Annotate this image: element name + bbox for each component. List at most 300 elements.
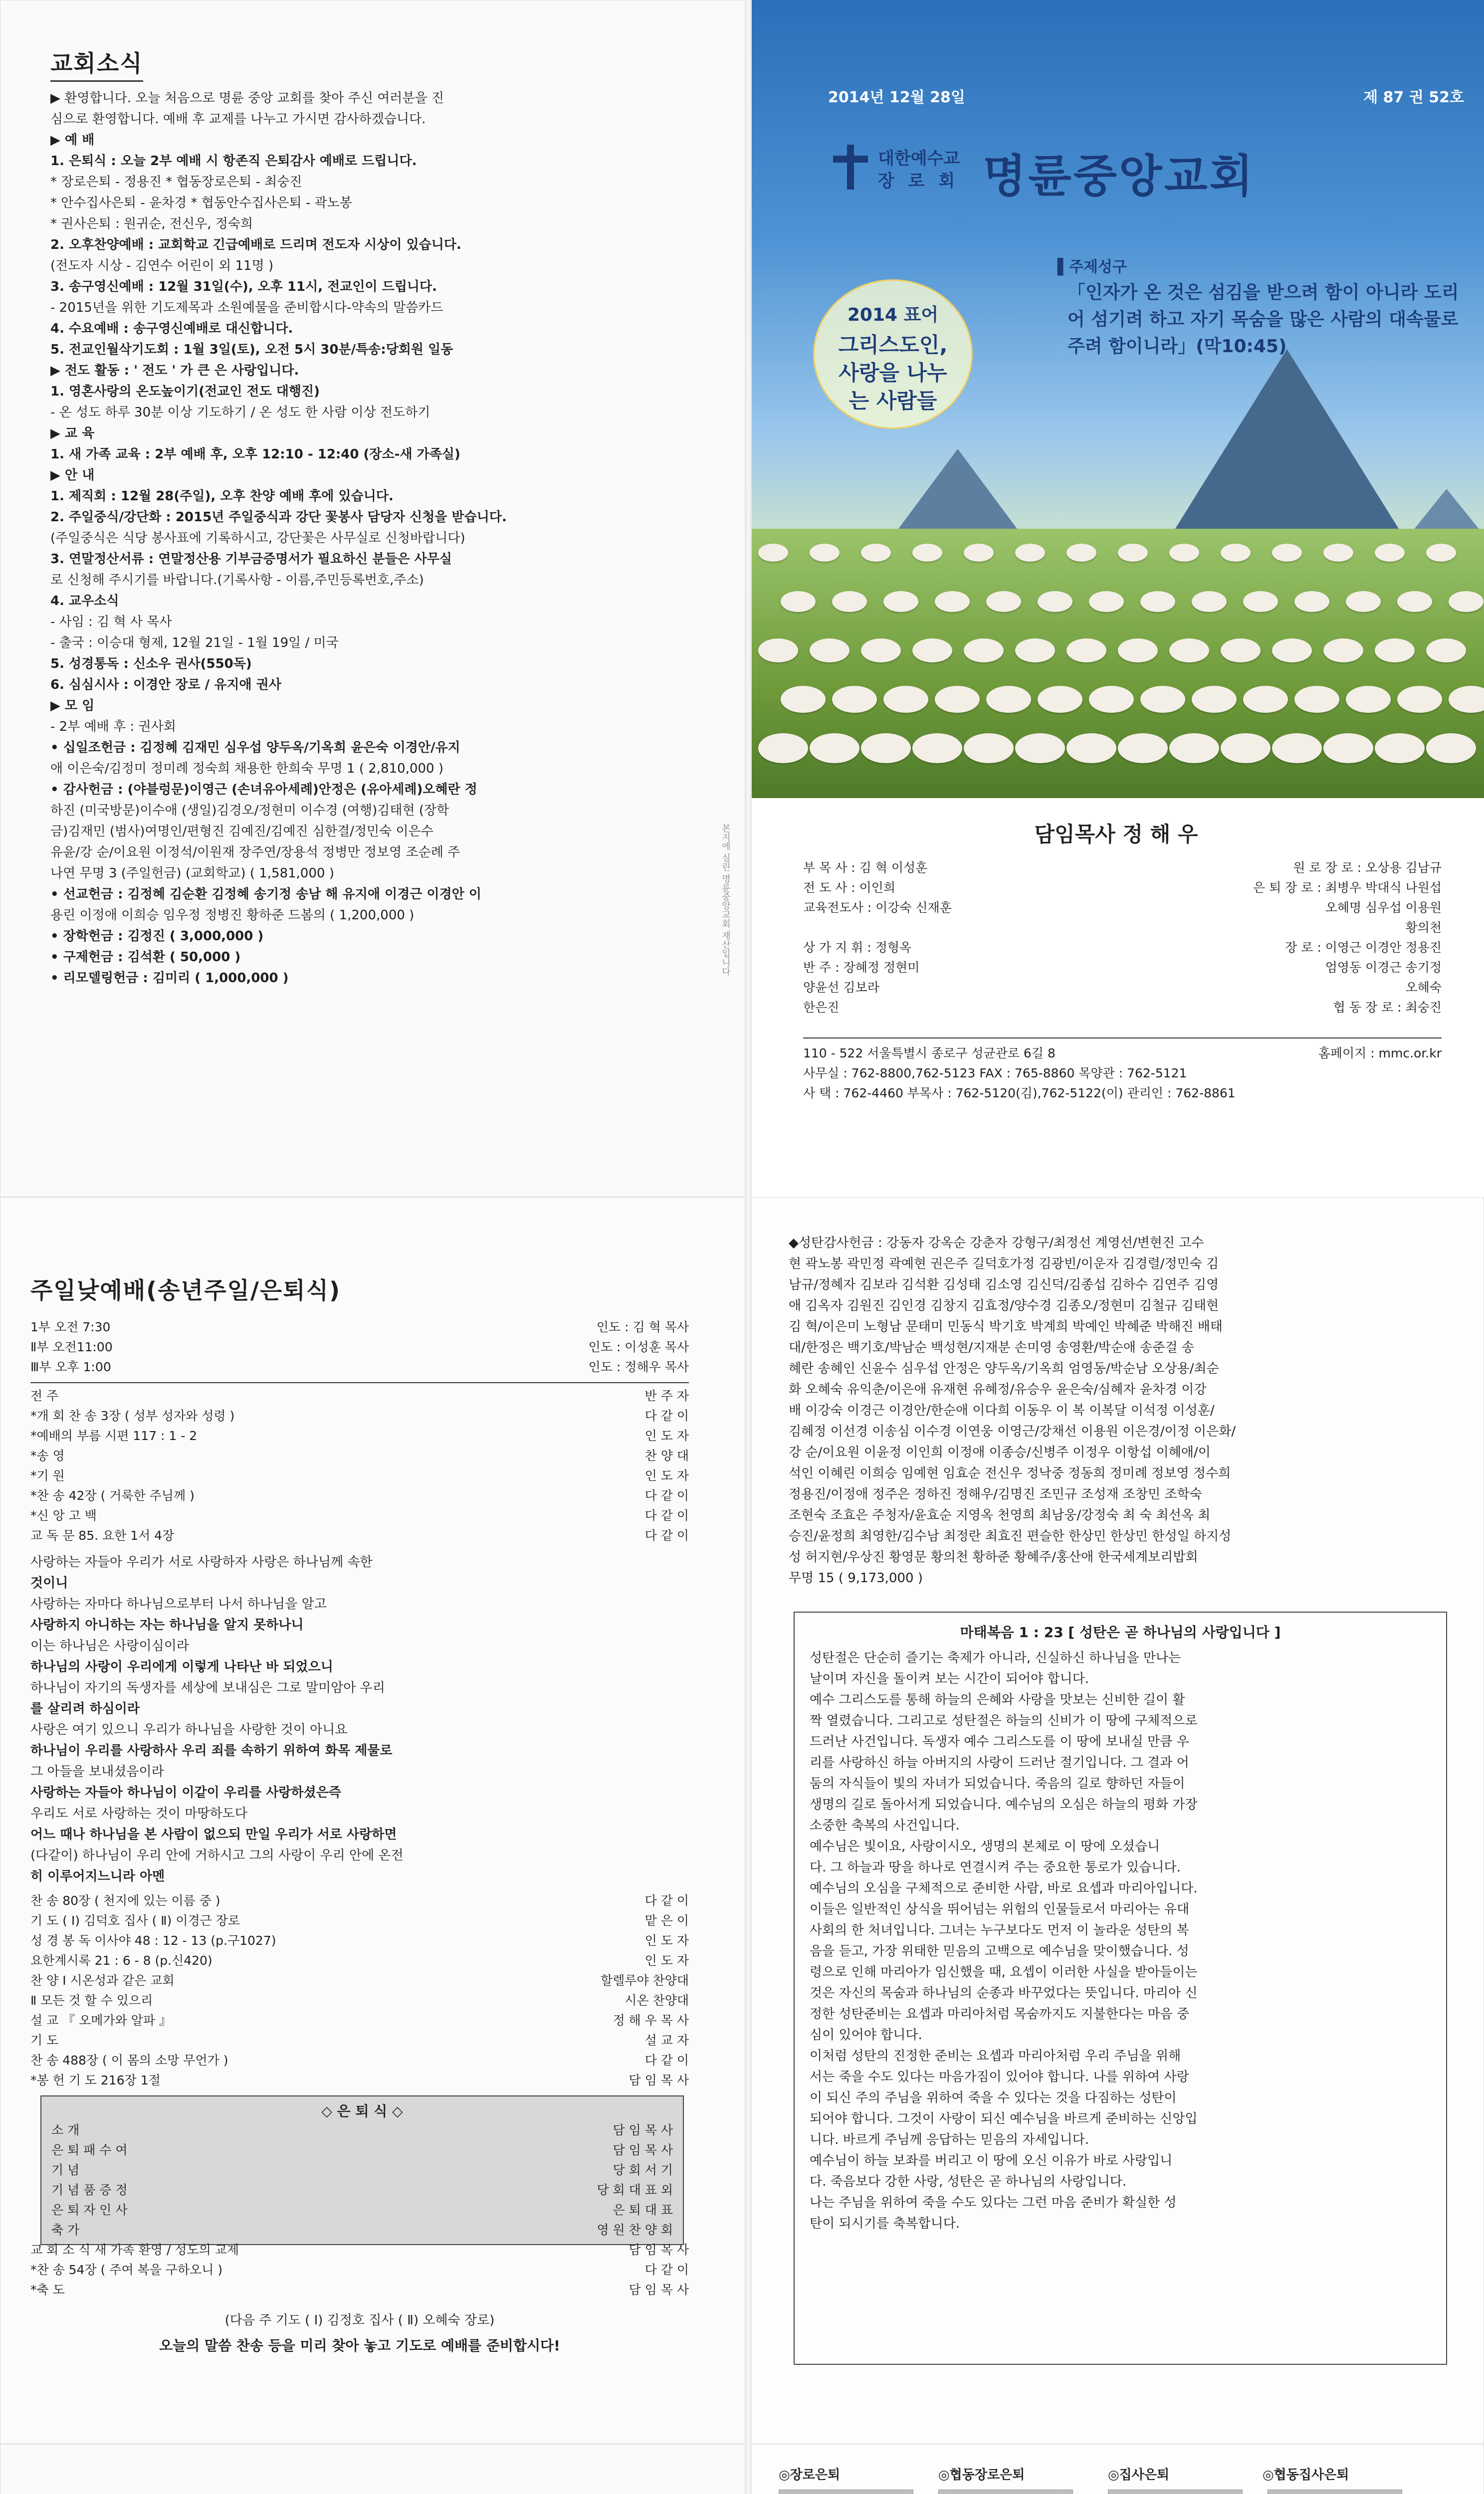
order-row <box>30 1911 689 1931</box>
news-line: • 장학헌금 : 김정진 ( 3,000,000 ) <box>50 929 264 944</box>
church-address <box>803 1038 1442 1103</box>
sheep-shape <box>1375 638 1415 662</box>
news-line: 3. 연말정산서류 : 연말정산용 기부금증명서가 필요하신 분들은 사무실 <box>50 552 452 567</box>
staff-row-cell: 오혜명 심우섭 이용원 <box>1325 900 1442 915</box>
staff-row-cell: 협 동 장 로 : 최숭진 <box>1333 1000 1442 1015</box>
retirement-title: ◇ 은 퇴 식 ◇ <box>321 2103 403 2119</box>
offering-line: 혜란 송혜인 신윤수 심우섭 안정은 양두옥/기옥희 엄영동/박순남 오상용/최순 <box>789 1361 1219 1376</box>
retirement-row-cell: 은 퇴 대 표 <box>613 2203 673 2217</box>
reading-line: 를 살리려 하심이라 <box>30 1701 140 1716</box>
retirement-row-cell: 영 원 찬 양 회 <box>597 2223 673 2237</box>
meditation-line: 다. 죽음보다 강한 사랑, 성탄은 곧 하나님의 사랑입니다. <box>810 2174 1127 2189</box>
closing-row <box>30 2240 689 2260</box>
sheep-shape <box>810 544 840 562</box>
news-line: - 출국 : 이승대 형제, 12월 21일 - 1월 19일 / 미국 <box>50 635 339 650</box>
meditation-line: 니다. 바르게 주님께 응답하는 믿음의 자세입니다. <box>810 2132 1089 2147</box>
group-label-coop-deacon: ◎협동집사은퇴 <box>1263 2468 1349 2483</box>
staff-row-cell: 엄영동 이경근 송기정 <box>1325 960 1442 975</box>
service-time-row-cell: 인도 : 정해우 목사 <box>588 1360 689 1374</box>
service-time-row <box>30 1337 689 1357</box>
weekly-schedule-page <box>0 2444 748 2494</box>
reading-line: 히 이루어지느니라 아멘 <box>30 1869 165 1884</box>
order-row <box>30 1991 689 2011</box>
sheep-shape <box>1169 544 1199 562</box>
verse-title: ▌주제성구 <box>1058 258 1127 276</box>
sheep-shape <box>1169 733 1219 763</box>
order-row-cell: 설 교 자 <box>644 2033 689 2048</box>
retirement-row-cell: 은 퇴 패 수 여 <box>51 2143 128 2157</box>
reading-line: 우리도 서로 사랑하는 것이 마땅하도다 <box>30 1806 247 1821</box>
sunday-service-page <box>0 1197 748 2444</box>
order-row-cell: 전 주 <box>30 1389 59 1403</box>
retirement-row-cell: 담 임 목 사 <box>613 2143 673 2157</box>
service-title: 주일낮예배(송년주일/은퇴식) <box>30 1277 341 1304</box>
sheep-shape <box>1221 544 1251 562</box>
sheep-shape <box>1038 686 1082 713</box>
offering-line: 대/한정은 백기호/박남순 백성현/지재분 손미영 송영환/박순애 송준걸 송 <box>789 1340 1194 1355</box>
sheep-shape <box>1426 544 1456 562</box>
phone-line-1: 사무실 : 762-8800,762-5123 FAX : 765-8860 목양관 : 762-5121 <box>803 1066 1187 1080</box>
meditation-line: 날이며 자신을 돌이켜 보는 시간이 되어야 합니다. <box>810 1671 1089 1686</box>
sheep-shape <box>1192 591 1227 612</box>
retirement-row-cell: 당 회 대 표 외 <box>597 2183 673 2197</box>
sheep-shape <box>1192 686 1237 713</box>
retirement-row-cell: 기 념 품 증 정 <box>51 2183 128 2197</box>
sheep-shape <box>781 686 826 713</box>
news-line: 나연 무명 3 (주일헌금) (교회학교) ( 1,581,000 ) <box>50 866 334 881</box>
sheep-shape <box>1015 544 1045 562</box>
order-row-cell: 다 같 이 <box>644 1893 689 1908</box>
order-row-cell: 찬 송 488장 ( 이 몸의 소망 무언가 ) <box>30 2053 228 2068</box>
order-row <box>30 2051 689 2071</box>
news-line: • 리모델링헌금 : 김미리 ( 1,000,000 ) <box>50 971 289 986</box>
staff-row-cell: 한은진 <box>803 1000 840 1015</box>
sheep-shape <box>810 733 859 763</box>
meditation-line: 짝 열렸습니다. 그리고로 성탄절은 하늘의 신비가 이 땅에 구체적으로 <box>810 1713 1198 1728</box>
sheep-shape <box>1397 591 1432 612</box>
staff-row-cell: 양윤선 김보라 <box>803 980 879 995</box>
meditation-line: 생명의 길로 돌아서게 되었습니다. 예수님의 오심은 하늘의 평화 가장 <box>810 1797 1198 1812</box>
cover-date: 2014년 12월 28일 <box>828 89 965 106</box>
closing-row-cell: 교 회 소 식 새 가족 환영 / 성도의 교제 <box>30 2243 239 2257</box>
reading-line: 하나님이 자기의 독생자를 세상에 보내심은 그로 말미암아 우리 <box>30 1680 385 1695</box>
meditation-line: 되어야 합니다. 그것이 사랑이 되신 예수님을 바르게 준비하는 신앙입 <box>810 2111 1198 2126</box>
sheep-shape <box>861 733 911 763</box>
preparation-motto: 오늘의 말씀 찬송 등을 미리 찾아 놓고 기도로 예배를 준비합시다! <box>159 2337 560 2354</box>
sheep-shape <box>1426 733 1476 763</box>
order-row-cell: 인 도 자 <box>644 1429 689 1443</box>
meditation-title: 마태복음 1 : 23 [ 성탄은 곧 하나님의 사랑입니다 ] <box>960 1624 1281 1641</box>
service-time-row-cell: 인도 : 김 혁 목사 <box>596 1320 689 1334</box>
sheep-shape <box>1169 638 1209 662</box>
news-line: - 2부 예배 후 : 권사회 <box>50 719 176 734</box>
news-line: 1. 은퇴식 : 오늘 2부 예배 시 항존직 은퇴감사 예배로 드립니다. <box>50 154 417 169</box>
order-of-worship-2 <box>30 1891 689 2090</box>
sheep-shape <box>1346 591 1381 612</box>
meditation-line: 둠의 자식들이 빛의 자녀가 되었습니다. 죽음의 길로 향하던 자들이 <box>810 1776 1185 1791</box>
service-time-row <box>30 1357 689 1377</box>
sheep-shape <box>883 591 918 612</box>
group-label-deacon: ◎집사은퇴 <box>1108 2468 1170 2483</box>
sheep-shape <box>1243 686 1288 713</box>
staff-row-cell: 은 퇴 장 로 : 최병우 박대식 나원섭 <box>1253 880 1442 895</box>
news-line: 5. 성경통독 : 신소우 권사(550독) <box>50 656 252 671</box>
service-time-row-cell: Ⅱ부 오전11:00 <box>30 1340 113 1354</box>
news-line: 용린 이정애 이희승 임우정 정병진 황하준 드봄의 ( 1,200,000 ) <box>50 908 415 923</box>
sheep-shape <box>883 686 928 713</box>
order-row <box>30 1526 689 1546</box>
meditation-line: 예수님의 오심을 구체적으로 준비한 사람, 바로 요셉과 마리아입니다. <box>810 1881 1198 1896</box>
offering-line: 배 이강숙 이경근 이경안/한순애 이다희 이동우 이 복 이복달 이석정 이성훈/ <box>789 1403 1215 1418</box>
order-row-cell: 인 도 자 <box>644 1933 689 1948</box>
sheep-shape <box>1272 733 1322 763</box>
sheep-shape <box>832 591 867 612</box>
christmas-offering-list <box>789 1233 1452 1589</box>
meditation-line: 이들은 일반적인 상식을 뛰어넘는 위험의 인물들로서 마리아는 유대 <box>810 1902 1190 1917</box>
retirement-row-cell: 축 가 <box>51 2223 80 2237</box>
news-line: (전도자 시상 - 김연수 어린이 외 11명 ) <box>50 258 274 273</box>
church-news-page <box>0 0 748 1197</box>
sheep-shape <box>912 733 962 763</box>
theme-verse: 「인자가 온 것은 섬김을 받으려 함이 아니라 도리어 섬기려 하고 자기 목숨을 많은 사람의 대속물로 주려 함이니라」(막10:45) <box>1067 282 1459 357</box>
sheep-shape <box>935 686 980 713</box>
meditation-line: 탄이 되시기를 축복합니다. <box>810 2216 960 2231</box>
offering-line: 조현숙 조효은 주청자/윤효순 지영옥 천영희 최남웅/강정숙 최 숙 최선옥 최 <box>789 1508 1211 1523</box>
staff-row-cell: 원 로 장 로 : 오상용 김남규 <box>1293 860 1442 875</box>
order-row-cell: *기 원 <box>30 1468 65 1483</box>
sheep-shape <box>1038 591 1072 612</box>
service-time-row-cell: 인도 : 이성훈 목사 <box>588 1340 689 1354</box>
sheep-shape <box>1089 686 1134 713</box>
order-row-cell: 할렐루야 찬양대 <box>601 1973 689 1988</box>
staff-list <box>803 858 1442 1018</box>
reading-line: 사랑은 여기 있으니 우리가 하나님을 사랑한 것이 아니요 <box>30 1722 348 1737</box>
retiree-photo <box>1108 2490 1243 2494</box>
staff-row-cell: 부 목 사 : 김 혁 이성훈 <box>803 860 928 875</box>
order-row-cell: 시온 찬양대 <box>625 1993 689 2008</box>
offering-line: 무명 15 ( 9,173,000 ) <box>789 1571 923 1586</box>
order-row-cell: 인 도 자 <box>644 1468 689 1483</box>
sheep-shape <box>1375 544 1405 562</box>
offering-line: 성 허지현/우상진 황영문 황의천 황하준 황혜주/홍산애 한국세계보리밥회 <box>789 1550 1198 1565</box>
meditation-line: 나는 주님을 위하여 죽을 수도 있다는 그런 마음 준비가 확실한 성 <box>810 2195 1177 2210</box>
order-row-cell: 정 해 우 목 사 <box>613 2013 689 2028</box>
order-row <box>30 1951 689 1971</box>
sheep-shape <box>1323 544 1353 562</box>
sheep-shape <box>986 686 1031 713</box>
staff-row <box>803 918 1442 938</box>
staff-row-cell: 교육전도사 : 이강숙 신재훈 <box>803 900 952 915</box>
order-row-cell: *신 앙 고 백 <box>30 1508 97 1523</box>
order-row-cell: *봉 헌 기 도 216장 1절 <box>30 2073 161 2087</box>
news-line: 4. 교우소식 <box>50 594 119 609</box>
sheep-shape <box>912 638 952 662</box>
order-row-cell: *예배의 부름 시편 117 : 1 - 2 <box>30 1429 198 1443</box>
closing-order <box>30 2240 689 2300</box>
news-line: 금)김재민 (범사)여명인/편형진 김예진/김예진 심한결/정민숙 이은수 <box>50 824 433 839</box>
news-line: ▶ 교 육 <box>50 426 95 441</box>
meditation-line: 예수님이 하늘 보좌를 버리고 이 땅에 오신 이유가 바로 사랑입니 <box>810 2153 1173 2168</box>
theme-badge <box>813 279 973 429</box>
sheep-shape <box>964 544 994 562</box>
theme-text: 그리스도인, 사랑을 나누는 사람들 <box>838 333 948 413</box>
retiree-photo <box>1268 2490 1402 2494</box>
closing-row-cell: *축 도 <box>30 2283 65 2297</box>
order-row-cell: 다 같 이 <box>644 1409 689 1423</box>
news-line: - 사임 : 김 혁 사 목사 <box>50 615 172 629</box>
news-line: 2. 오후찬양예배 : 교회학교 긴급예배로 드리며 전도자 시상이 있습니다. <box>50 237 461 252</box>
order-row-cell: *찬 송 42장 ( 거룩한 주님께 ) <box>30 1488 195 1503</box>
reading-line: (다같이) 하나님이 우리 안에 거하시고 그의 사랑이 우리 안에 온전 <box>30 1848 404 1863</box>
order-row <box>30 1931 689 1951</box>
order-row-cell: *개 회 찬 송 3장 ( 성부 성자와 성령 ) <box>30 1409 235 1423</box>
news-line: 하진 (미국방문)이수애 (생일)김경오/정현미 이수경 (여행)김태현 (장학 <box>50 803 449 818</box>
meditation-line: 심이 있어야 합니다. <box>810 2028 922 2043</box>
retirement-row <box>51 2120 673 2140</box>
retiree-photo <box>938 2490 1073 2494</box>
order-row-cell: 다 같 이 <box>644 1528 689 1543</box>
service-time-row <box>30 1317 689 1337</box>
retirement-row-cell: 담 임 목 사 <box>613 2123 673 2137</box>
order-row <box>30 1426 689 1446</box>
retirement-row <box>51 2200 673 2220</box>
order-row <box>30 1506 689 1526</box>
sheep-shape <box>935 591 970 612</box>
meditation-line: 이 되신 주의 주님을 위하여 죽을 수 있다는 것을 다짐하는 성탄이 <box>810 2090 1177 2105</box>
sheep-shape <box>861 638 901 662</box>
reading-line: 이는 하나님은 사랑이심이라 <box>30 1639 189 1654</box>
reading-line: 사랑하지 아니하는 자는 하나님을 알지 못하나니 <box>30 1618 304 1633</box>
order-row-cell: 교 독 문 85. 요한 1서 4장 <box>30 1528 175 1543</box>
reading-line: 어느 때나 하나님을 본 사람이 없으되 만일 우리가 서로 사랑하면 <box>30 1827 397 1842</box>
order-row-cell: 인 도 자 <box>644 1953 689 1968</box>
sheep-shape <box>1221 733 1271 763</box>
news-line: 5. 전교인월삭기도회 : 1월 3일(토), 오전 5시 30분/특송:당회원 일동 <box>50 342 453 357</box>
sheep-shape <box>861 544 891 562</box>
news-line: * 안수집사은퇴 - 윤차경 * 협동안수집사은퇴 - 곽노봉 <box>50 196 352 210</box>
offering-line: 정용진/이정애 정주은 정하진 정해우/김명진 조민규 조성재 조창민 조학숙 <box>789 1487 1202 1502</box>
meditation-line: 드러난 사건입니다. 독생자 예수 그리스도를 이 땅에 보내실 만큼 우 <box>810 1734 1189 1749</box>
order-row-cell: 찬 양 대 <box>644 1449 689 1463</box>
order-row-cell: 기 도 ( Ⅰ) 김덕호 집사 ( Ⅱ) 이경근 장로 <box>30 1913 240 1928</box>
retirement-section <box>40 2095 684 2245</box>
order-row-cell: 다 같 이 <box>644 1488 689 1503</box>
news-line: 4. 수요예배 : 송구영신예배로 대신합니다. <box>50 321 293 336</box>
order-row-cell: *송 영 <box>30 1449 65 1463</box>
sheep-shape <box>1015 638 1055 662</box>
theme-label: 2014 표어 <box>847 305 939 325</box>
sheep-shape <box>758 733 808 763</box>
service-times <box>30 1317 689 1377</box>
retirement-row <box>51 2180 673 2200</box>
news-line: ▶ 예 배 <box>50 133 95 148</box>
reading-line: 그 아들을 보내셨음이라 <box>30 1764 164 1779</box>
meditation-line: 정한 성탄준비는 요셉과 마리아처럼 목숨까지도 지불한다는 마음 중 <box>810 2007 1190 2022</box>
phone-line-2: 사 택 : 762-4460 부목사 : 762-5120(김),762-5122(이) 관리인 : 762-8861 <box>803 1086 1236 1100</box>
staff-row-cell: 황의천 <box>1405 920 1442 935</box>
sheep-shape <box>1221 638 1261 662</box>
order-row <box>30 1446 689 1466</box>
news-line: • 선교헌금 : 김정혜 김순환 김정혜 송기정 송남 해 유지애 이경근 이경안 이 <box>50 887 482 902</box>
sheep-shape <box>1140 591 1175 612</box>
retirement-row-cell: 당 회 서 기 <box>613 2163 673 2177</box>
reading-line: 하나님이 우리를 사랑하사 우리 죄를 속하기 위하여 화목 제물로 <box>30 1743 393 1758</box>
offering-line: 현 곽노봉 곽민정 곽예현 권은주 길덕호가정 김광빈/이운자 김경렬/정민숙 김 <box>789 1256 1219 1271</box>
retirement-row-cell: 소 개 <box>51 2123 80 2137</box>
sheep-shape <box>1346 686 1391 713</box>
sheep-shape <box>1449 591 1484 612</box>
closing-row-cell: 다 같 이 <box>644 2263 689 2277</box>
meditation-line: 리를 사랑하신 하늘 아버지의 사랑이 드러난 절기입니다. 그 결과 어 <box>810 1755 1189 1770</box>
staff-row <box>803 938 1442 958</box>
order-row-cell: 기 도 <box>30 2033 59 2048</box>
meditation-line: 서는 죽을 수도 있다는 마음가짐이 있어야 합니다. 나를 위하여 사랑 <box>810 2070 1189 2084</box>
order-row <box>30 1466 689 1486</box>
order-row <box>30 1891 689 1911</box>
church-news-title: 교회소식 <box>50 45 143 82</box>
sheep-shape <box>758 544 788 562</box>
retirement-row-cell: 기 념 <box>51 2163 80 2177</box>
sheep-shape <box>1426 638 1466 662</box>
church-name: 명륜중앙교회 <box>983 150 1255 203</box>
offering-line: 석인 이혜린 이희승 임예현 임효순 전신우 정낙중 정동희 정미례 정보영 정수희 <box>789 1466 1231 1481</box>
order-row-cell: 다 같 이 <box>644 1508 689 1523</box>
order-row-cell: 성 경 봉 독 이사야 48 : 12 - 13 (p.구1027) <box>30 1933 276 1948</box>
group-label-elder: ◎장로은퇴 <box>779 2468 841 2483</box>
news-line: 1. 제직회 : 12월 28(주일), 오후 찬양 예배 후에 있습니다. <box>50 489 394 504</box>
staff-row <box>803 958 1442 978</box>
staff-row-cell: 전 도 사 : 이인희 <box>803 880 896 895</box>
sheep-shape <box>758 638 798 662</box>
order-row <box>30 1486 689 1506</box>
meditation-line: 다. 그 하늘과 땅을 하나로 연결시켜 주는 중요한 통로가 있습니다. <box>810 1860 1181 1875</box>
sheep-shape <box>1243 591 1278 612</box>
sheep-shape <box>1272 544 1302 562</box>
closing-row-cell: 담 임 목 사 <box>629 2243 689 2257</box>
sheep-shape <box>1118 544 1148 562</box>
news-line: * 장로은퇴 - 정용진 * 협동장로은퇴 - 최숭진 <box>50 175 302 190</box>
meditation-box <box>794 1612 1447 2365</box>
service-time-row-cell: 1부 오전 7:30 <box>30 1320 111 1334</box>
group-label-coop-elder: ◎협동장로은퇴 <box>938 2468 1025 2483</box>
sheep-shape <box>1375 733 1425 763</box>
news-line: ▶ 안 내 <box>50 468 95 483</box>
news-line: 3. 송구영신예배 : 12월 31일(수), 오후 11시, 전교인이 드립니다. <box>50 279 437 294</box>
meditation-line: 소중한 축복의 사건입니다. <box>810 1818 960 1833</box>
closing-row-cell: 담 임 목 사 <box>629 2283 689 2297</box>
sheep-shape <box>810 638 849 662</box>
denomination-1: 대한예수교 <box>878 149 960 169</box>
senior-pastor: 담임목사 정 해 우 <box>1034 822 1198 846</box>
meditation-line: 사회의 한 처녀입니다. 그녀는 누구보다도 먼저 이 놀라운 성탄의 복 <box>810 1923 1189 1938</box>
afternoon-title <box>30 2490 357 2494</box>
staff-row <box>803 878 1442 898</box>
staff-row-cell: 상 가 지 휘 : 정형옥 <box>803 940 912 955</box>
offering-line: 승진/윤정희 최영한/김수남 최정란 최효진 편슬한 한상민 한상민 한성일 하지성 <box>789 1529 1232 1544</box>
offering-line: 남규/정혜자 김보라 김석환 김성태 김소영 김신덕/김종섭 김하수 김연주 김영 <box>789 1277 1219 1292</box>
order-row-cell: 설 교 『 오메가와 알파 』 <box>30 2013 172 2028</box>
homepage: 홈페이지 : mmc.or.kr <box>1318 1046 1442 1060</box>
sheep-shape <box>1015 733 1065 763</box>
news-line: 6. 심심시사 : 이경안 장로 / 유지애 권사 <box>50 677 281 692</box>
sheep-shape <box>1323 638 1363 662</box>
reading-line: 것이니 <box>30 1576 68 1591</box>
order-row-cell: 찬 송 80장 ( 천지에 있는 이름 중 ) <box>30 1893 220 1908</box>
sheep-shape <box>1294 686 1339 713</box>
closing-row <box>30 2260 689 2280</box>
sheep-shape <box>1118 638 1158 662</box>
news-line: * 권사은퇴 : 원귀순, 전신우, 정숙희 <box>50 216 253 231</box>
retirement-row <box>51 2160 673 2180</box>
sheep-shape <box>1140 686 1185 713</box>
staff-row <box>803 858 1442 878</box>
staff-row <box>803 978 1442 998</box>
order-row <box>30 2071 689 2090</box>
offering-line: 강 순/이요원 이윤정 이인희 이정애 이종승/신병주 이정우 이항섭 이혜애/이 <box>789 1445 1211 1460</box>
order-row-cell: Ⅱ 모든 것 할 수 있으리 <box>30 1993 153 2008</box>
sheep-shape <box>1272 638 1312 662</box>
staff-row <box>803 898 1442 918</box>
meditation-line: 이처럼 성탄의 진정한 준비는 요셉과 마리아처럼 우리 주님을 위해 <box>810 2049 1181 2064</box>
order-row-cell: 담 임 목 사 <box>629 2073 689 2087</box>
staff-row <box>803 998 1442 1018</box>
retirees-page <box>748 2444 1484 2494</box>
retirement-row <box>51 2220 673 2240</box>
news-line: 1. 새 가족 교육 : 2부 예배 후, 오후 12:10 - 12:40 (장소-새 가족실) <box>50 447 460 462</box>
denomination-2: 장 로 회 <box>878 171 959 191</box>
sheep-shape <box>1066 544 1096 562</box>
retirement-row-cell: 은 퇴 자 인 사 <box>51 2203 128 2217</box>
offering-line: 김 혁/이은미 노형남 문태미 민동식 박기호 박계희 박예인 박혜준 박해진 배태 <box>789 1319 1223 1334</box>
news-line: 유윤/강 순/이요원 이정석/이원재 장주연/장용석 정병만 정보영 조순례 주 <box>50 845 460 860</box>
meditation-line: 예수님은 빛이요, 사랑이시오, 생명의 본체로 이 땅에 오셨습니 <box>810 1839 1160 1854</box>
reading-line: 하나님의 사랑이 우리에게 이렇게 나타난 바 되었으니 <box>30 1660 333 1674</box>
news-line: ▶ 전도 활동 : ' 전도 ' 가 큰 은 사랑입니다. <box>50 363 299 378</box>
responsive-reading <box>30 1552 689 1887</box>
offering-line: 김혜정 이선경 이송심 이수경 이연웅 이영근/강채선 이용원 이은경/이정 이은화/ <box>789 1424 1236 1439</box>
sheep-shape <box>986 591 1021 612</box>
sheep-shape <box>1066 638 1106 662</box>
news-line: • 구제헌금 : 김석환 ( 50,000 ) <box>50 950 241 965</box>
closing-row <box>30 2280 689 2300</box>
order-row <box>30 1406 689 1426</box>
sheep-shape <box>1118 733 1168 763</box>
retirement-row <box>51 2140 673 2160</box>
sheep-shape <box>1089 591 1124 612</box>
sheep-shape <box>1294 591 1329 612</box>
order-row <box>30 2011 689 2031</box>
offering-meditation-page <box>748 1197 1484 2444</box>
sheep-shape <box>781 591 816 612</box>
order-row-cell: 찬 양 Ⅰ 시온성과 같은 교회 <box>30 1973 175 1988</box>
staff-row-cell: 장 로 : 이영근 이경안 정용진 <box>1285 940 1442 955</box>
retiree-photo <box>779 2490 913 2494</box>
page-fold <box>745 0 752 2494</box>
order-row-cell: 반 주 자 <box>644 1389 689 1403</box>
sheep-shape <box>964 638 1004 662</box>
offering-line: ◆성탄감사헌금 : 강동자 강옥순 강춘자 강형구/최정선 계영선/변현진 고수 <box>789 1236 1204 1250</box>
next-week-prayer: (다음 주 기도 ( Ⅰ) 김정호 집사 ( Ⅱ) 오혜숙 장로) <box>224 2313 495 2328</box>
reading-line: 사랑하는 자들아 하나님이 이같이 우리를 사랑하셨은즉 <box>30 1785 341 1800</box>
sheep-shape <box>1449 686 1484 713</box>
order-row <box>30 1386 689 1406</box>
meditation-line: 령으로 인해 마리아가 임신했을 때, 요셉이 이러한 사실을 받아들이는 <box>810 1965 1198 1980</box>
news-line: 심으로 환영합니다. 예배 후 교제를 나누고 가시면 감사하겠습니다. <box>50 112 426 127</box>
sheep-shape <box>1066 733 1116 763</box>
news-line: ▶ 모 임 <box>50 698 95 713</box>
church-news-list <box>50 88 719 989</box>
sheep-shape <box>1397 686 1442 713</box>
